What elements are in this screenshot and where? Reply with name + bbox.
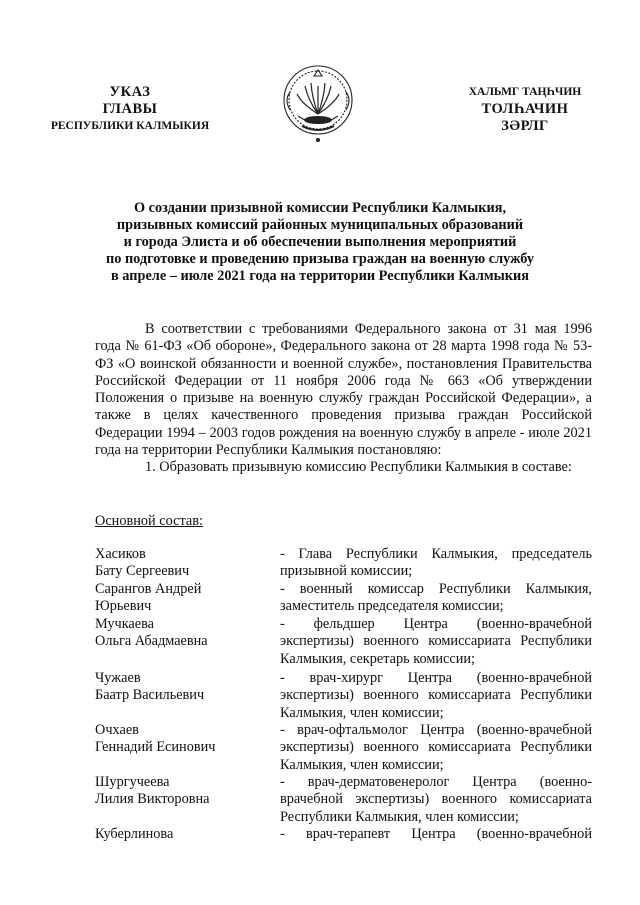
member-role xyxy=(280,670,592,722)
header-left xyxy=(40,84,220,135)
member-name-line: Чужаев xyxy=(95,670,141,686)
member-name-line: Ольга Абадмаевна xyxy=(95,633,208,650)
document-body xyxy=(95,321,592,477)
member-name-line: Шургучеева xyxy=(95,774,170,790)
title-line: в апреле – июле 2021 года на территории Республики Калмыкия xyxy=(111,268,529,284)
member-name xyxy=(95,774,275,809)
member-role-line: экспертизы) военного комиссариата Республики xyxy=(280,633,592,650)
member-role xyxy=(280,616,592,668)
document-title xyxy=(60,200,580,285)
member-name-line: Лилия Викторовна xyxy=(95,791,210,808)
member-role-line: Калмыкия, член комиссии; xyxy=(280,704,444,721)
member-role-line: - врач-дерматовенеролог Центра (военно- xyxy=(280,774,592,790)
member-role xyxy=(280,774,592,826)
header-right-line: ТОЛҺАЧИН xyxy=(481,101,569,117)
member-name-line: Юрьевич xyxy=(95,598,152,615)
preamble-paragraph: В соответствии с требованиями Федерального закона от 31 мая 1996 года № 61-ФЗ «Об обороне», Федерального закона от 28 марта 1998 года № 53-ФЗ «О воинской обязанности и военной службе», постановления Правительства Российской Федерации от 11 ноября 2006 года № 663 «Об утверждении Положения о призыве на военную службу граждан Российской Федерации», а также в целях качественного проведения призыва граждан Российской Федерации 1994 – 2003 годов рождения на военную службу в апреле - июле 2021 года на территории Республики Калмыкия постановляю: xyxy=(95,321,592,459)
member-name-line: Баатр Васильевич xyxy=(95,687,205,704)
member-role xyxy=(280,546,592,581)
header-left-line: ГЛАВЫ xyxy=(102,101,158,117)
member-role-line: экспертизы) военного комиссариата Республики xyxy=(280,687,592,704)
member-role-line: - Глава Республики Калмыкия, председатель xyxy=(280,546,592,562)
member-name-line: Очхаев xyxy=(95,722,139,738)
member-name-line: Бату Сергеевич xyxy=(95,563,190,580)
member-role-line: Калмыкия, член комиссии; xyxy=(280,756,444,773)
member-role-line: Калмыкия, секретарь комиссии; xyxy=(280,650,476,667)
member-name-line: Геннадий Есинович xyxy=(95,739,216,756)
member-role-line: врачебной экспертизы) военного комиссариата xyxy=(280,791,592,808)
member-role-line: - врач-хирург Центра (военно-врачебной xyxy=(280,670,592,686)
member-name xyxy=(95,826,275,843)
member-name xyxy=(95,722,275,757)
member-role xyxy=(280,722,592,774)
member-role-line: заместитель председателя комиссии; xyxy=(280,598,504,615)
header-left-line: УКАЗ xyxy=(109,84,151,100)
member-role-line: - врач-терапевт Центра (военно-врачебной xyxy=(280,826,592,842)
title-line: О создании призывной комиссии Республики Калмыкия, xyxy=(133,200,507,216)
coat-of-arms-emblem xyxy=(278,56,358,144)
member-role-line: призывной комиссии; xyxy=(280,563,413,580)
member-name xyxy=(95,670,275,705)
member-role-line: - фельдшер Центра (военно-врачебной xyxy=(280,616,592,632)
item-1-paragraph: 1. Образовать призывную комиссию Республики Калмыкия в составе: xyxy=(145,459,572,476)
member-role-line: экспертизы) военного комиссариата Республики xyxy=(280,739,592,756)
header-left-line: РЕСПУБЛИКИ КАЛМЫКИЯ xyxy=(50,120,210,132)
title-line: и города Элиста и об обеспечении выполнения мероприятий xyxy=(123,234,517,250)
member-name xyxy=(95,546,275,581)
member-role xyxy=(280,826,592,843)
member-name xyxy=(95,616,275,651)
title-line: по подготовке и проведению призыва граждан на военную службу xyxy=(105,251,535,267)
member-role-line: - военный комиссар Республики Калмыкия, xyxy=(280,581,592,597)
header-right xyxy=(440,84,610,135)
header-right-line: ХАЛЬМГ ТАҢҺЧИН xyxy=(468,86,582,98)
member-role-line: - врач-офтальмолог Центра (военно-врачебной xyxy=(280,722,592,738)
member-role xyxy=(280,581,592,616)
member-role-line: Республики Калмыкия, член комиссии; xyxy=(280,808,519,825)
header-right-line: ЗӘРЛГ xyxy=(501,118,549,134)
title-line: призывных комиссий районных муниципальных образований xyxy=(116,217,524,233)
member-name xyxy=(95,581,275,616)
member-name-line: Сарангов Андрей xyxy=(95,581,202,597)
section-title: Основной состав: xyxy=(95,513,203,529)
member-name-line: Куберлинова xyxy=(95,826,174,842)
member-name-line: Хасиков xyxy=(95,546,146,562)
member-name-line: Мучкаева xyxy=(95,616,155,632)
